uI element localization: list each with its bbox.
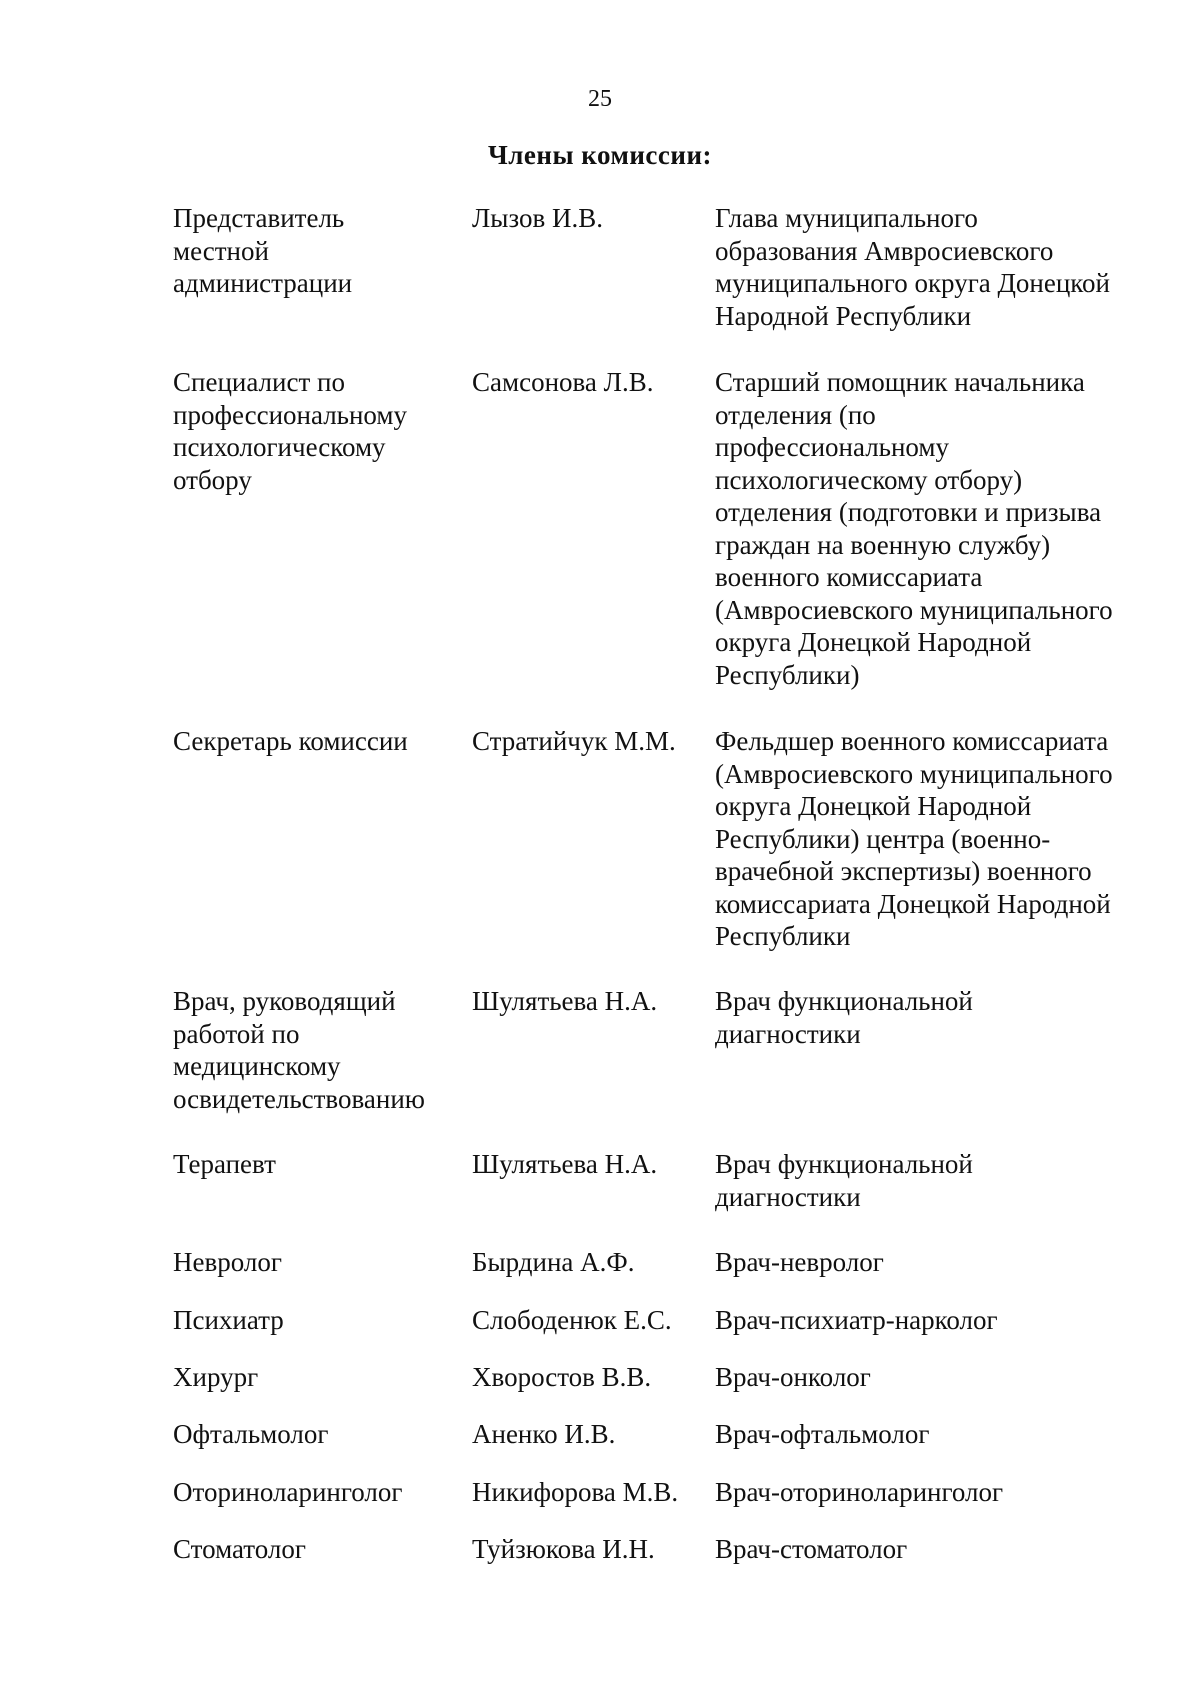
member-name: Аненко И.В.: [472, 1419, 616, 1449]
member-position: Врач функциональной диагностики: [715, 1149, 973, 1212]
member-role: Терапевт: [173, 1149, 276, 1179]
page-title: Члены комиссии:: [487, 140, 713, 170]
member-role: Невролог: [173, 1247, 282, 1277]
member-role: Оториноларинголог: [173, 1477, 403, 1507]
member-position: Фельдшер военного комиссариата (Амвросиевского муниципального округа Донецкой Народной Республики) центра (военно- врачебной экспертизы) военного комиссариата Донецкой Народной Республики: [715, 726, 1113, 951]
member-role: Хирург: [173, 1362, 259, 1392]
member-role: Стоматолог: [173, 1534, 306, 1564]
member-name: Шулятьева Н.А.: [472, 1149, 658, 1179]
member-name: Никифорова М.В.: [472, 1477, 679, 1507]
page-number: 25: [588, 86, 612, 112]
member-name: Шулятьева Н.А.: [472, 986, 658, 1016]
member-position: Врач-невролог: [715, 1247, 884, 1277]
member-role: Врач, руководящий работой по медицинскому освидетельствованию: [173, 986, 425, 1114]
member-name: Туйзюкова И.Н.: [472, 1534, 655, 1564]
member-name: Лызов И.В.: [472, 203, 603, 233]
member-role: Представитель местной администрации: [173, 203, 353, 298]
member-position: Врач-офтальмолог: [715, 1419, 930, 1449]
member-name: Хворостов В.В.: [472, 1362, 652, 1392]
member-role: Офтальмолог: [173, 1419, 329, 1449]
member-position: Врач функциональной диагностики: [715, 986, 973, 1049]
member-position: Врач-онколог: [715, 1362, 871, 1392]
member-position: Глава муниципального образования Амвросиевского муниципального округа Донецкой Народной Республики: [715, 203, 1111, 331]
member-position: Врач-оториноларинголог: [715, 1477, 1004, 1507]
member-name: Слободенюк Е.С.: [472, 1305, 672, 1335]
member-position: Старший помощник начальника отделения (по профессиональному психологическому отбору) отделения (подготовки и призыва граждан на военную службу) военного комиссариата (Амвросиевского муниципального округа Донецкой Народной Республики): [715, 367, 1113, 690]
member-role: Специалист по профессиональному психологическому отбору: [173, 367, 407, 495]
member-name: Самсонова Л.В.: [472, 367, 654, 397]
member-role: Психиатр: [173, 1305, 284, 1335]
member-position: Врач-стоматолог: [715, 1534, 908, 1564]
member-name: Бырдина А.Ф.: [472, 1247, 635, 1277]
member-position: Врач-психиатр-нарколог: [715, 1305, 998, 1335]
member-role: Секретарь комиссии: [173, 726, 408, 756]
member-name: Стратийчук М.М.: [472, 726, 676, 756]
